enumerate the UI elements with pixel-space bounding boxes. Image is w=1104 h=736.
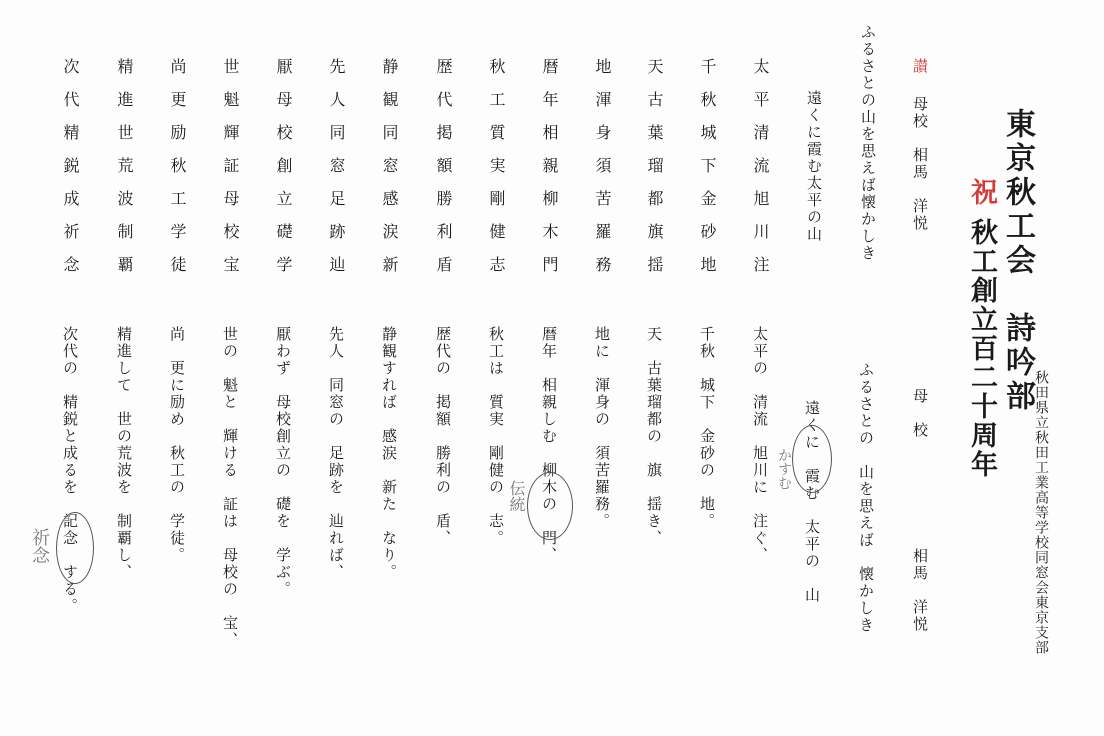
tradition-note: 伝統 <box>507 480 526 512</box>
kasumu-note: かすむ <box>776 448 792 490</box>
kakikudashi-line: 精進して 世の荒波を 制覇し、 <box>115 326 133 581</box>
praise-mark: 讃 <box>911 58 929 75</box>
kasumu-circle <box>792 425 832 493</box>
kanshi-line: 世魁輝証母校宝 <box>221 58 240 289</box>
kanshi-line: 静観同窓感涙新 <box>380 58 399 289</box>
kanshi-line: 暦年相親柳木門 <box>540 58 559 289</box>
kanshi-line: 歴代掲額勝利盾 <box>434 58 453 289</box>
kakikudashi-theme-2: 遠くに 霞む 太平の 山 <box>803 400 821 604</box>
prayer-note: 祈念 <box>29 528 50 564</box>
kakikudashi-line: 千秋 城下 金砂の 地。 <box>698 326 716 530</box>
kakikudashi-line: 暦年 相親しむ 柳木の 門、 <box>540 326 558 564</box>
kakikudashi-line: 尚 更に励め 秋工の 学徒。 <box>168 326 186 564</box>
kanshi-line: 太平清流旭川注 <box>751 58 770 289</box>
kakikudashi-author: 相馬 洋悦 <box>911 548 929 633</box>
kakikudashi-line: 次代の 精鋭と成るを 記念 する。 <box>61 326 79 615</box>
kakikudashi-line: 太平の 清流 旭川に 注ぐ、 <box>751 326 769 564</box>
anniversary-title: 秋工創立百二十周年 <box>966 218 997 479</box>
yanagi-circle <box>527 472 573 540</box>
kanshi-line: 先人同窓足跡辿 <box>327 58 346 289</box>
kakikudashi-line: 世の 魁と 輝ける 証は 母校の 宝、 <box>221 326 239 649</box>
kakikudashi-line: 秋工は 質実 剛健の 志。 <box>487 326 505 547</box>
kanshi-line: 千秋城下金砂地 <box>698 58 717 289</box>
kakikudashi-line: 静観すれば 感涙 新た なり。 <box>380 326 398 581</box>
kinen-circle <box>56 512 94 584</box>
kakikudashi-line: 厭わず 母校創立の 礎を 学ぶ。 <box>274 326 292 598</box>
club-title: 東京秋工会 詩吟部 <box>1000 108 1035 414</box>
organization-name: 秋田県立秋田工業高等学校同窓会東京支部 <box>1033 370 1049 655</box>
kanshi-line: 天古葉瑠都旗揺 <box>645 58 664 289</box>
kanshi-line: 精進世荒波制覇 <box>115 58 134 289</box>
kanshi-line: 次代精鋭成祈念 <box>61 58 80 289</box>
kakikudashi-line: 歴代の 掲額 勝利の 盾、 <box>434 326 452 547</box>
kanshi-title-author: 母校 相馬 洋悦 <box>911 96 929 232</box>
kanshi-line: 地渾身須苦羅務 <box>593 58 612 289</box>
kakikudashi-line: 先人 同窓の 足跡を 辿れば、 <box>327 326 345 581</box>
kakikudashi-title: 母 校 <box>911 388 929 439</box>
kakikudashi-line: 天 古葉瑠都の 旗 揺き、 <box>645 326 663 547</box>
kanshi-line: 厭母校創立礎学 <box>274 58 293 289</box>
kanshi-line: 秋工質実剛健志 <box>487 58 506 289</box>
kakikudashi-line: 地に 渾身の 須苦羅務。 <box>593 326 611 530</box>
kanshi-theme: ふるさとの山を思えば懐かしき <box>859 24 877 262</box>
kakikudashi-theme: ふるさとの 山を思えば 懐かしき <box>857 362 875 634</box>
kanshi-theme-2: 遠くに霞む太平の山 <box>805 90 823 243</box>
celebrate-mark: 祝 <box>966 178 997 207</box>
kanshi-line: 尚更励秋工学徒 <box>168 58 187 289</box>
